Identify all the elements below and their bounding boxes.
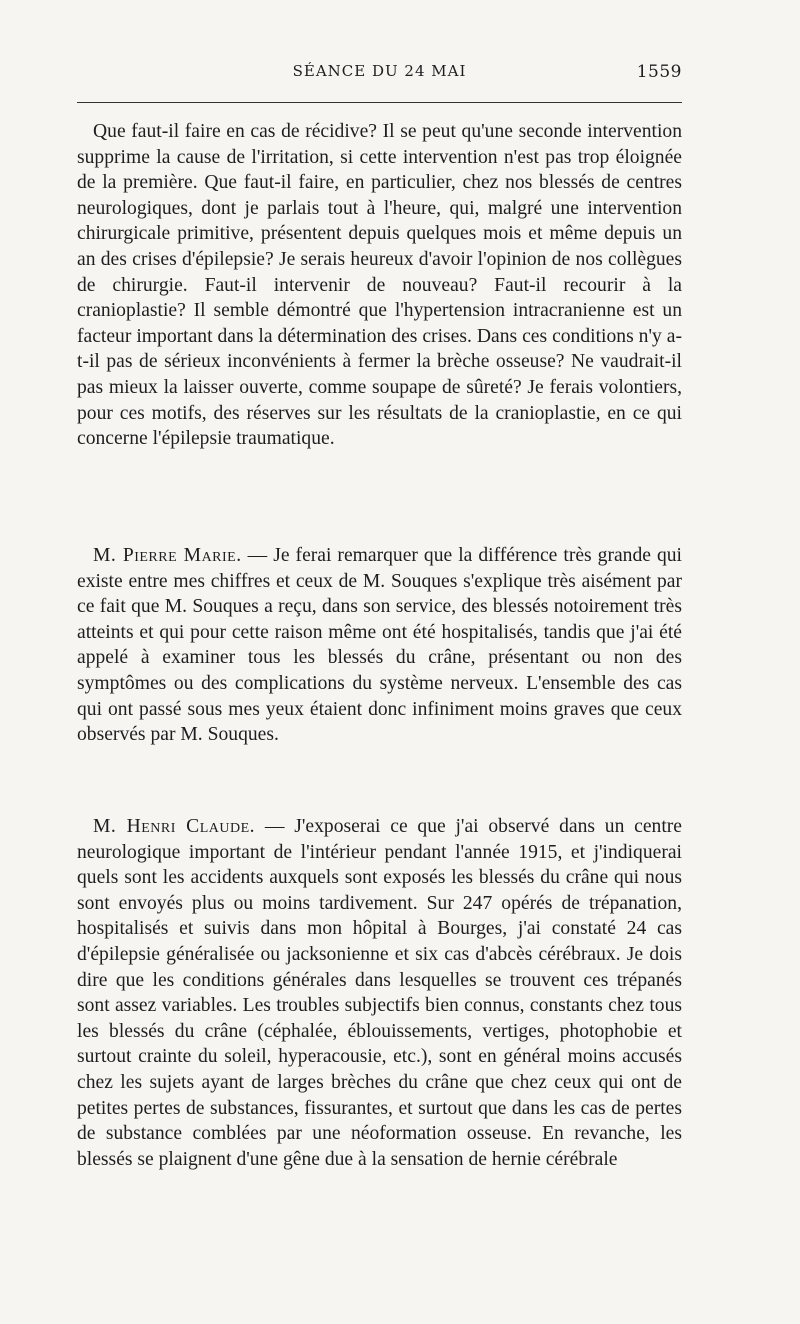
paragraph-henri-claude — [77, 814, 682, 1172]
paragraph-recidive — [77, 119, 682, 452]
speaker-name: M. Pierre Marie. — [93, 545, 242, 566]
paragraph-text: — Je ferai remarquer que la différence très grande qui existe entre mes chiffres et ceux de M. Souques s'explique très aisément par ce fait que M. Souques a reçu, dans son service, des blessés notoirement très atteints et qui pour cette raison même ont été hospitalisés, tandis que j'ai été appelé à examiner tous les blessés du crâne, présentant ou non des symptômes ou des complications du système nerveux. L'ensemble des cas qui ont passé sous mes yeux étaient donc infiniment moins graves que ceux observés par M. Souques. — [77, 545, 682, 746]
header-title: SÉANCE DU 24 MAI — [292, 62, 467, 80]
header-rule — [77, 102, 682, 103]
paragraph-text: — J'exposerai ce que j'ai observé dans un centre neurologique important de l'intérieur pendant l'année 1915, et j'indiquerai quels sont les accidents auxquels sont exposés les blessés du crâne qui nous sont envoyés plus ou moins tardivement. Sur 247 opérés de trépanation, hospitalisés et suivis dans mon hôpital à Bourges, j'ai constaté 24 cas d'épilepsie généralisée ou jacksonienne et six cas d'abcès cérébraux. Je dois dire que les conditions générales dans lesquelles se trouvent ces trépanés sont assez variables. Les troubles subjectifs bien connus, constants chez tous les blessés du crâne (céphalée, éblouissements, vertiges, photophobie et surtout crainte du soleil, hyperacousie, etc.), sont en général moins accusés chez les sujets ayant de larges brèches du crâne que chez ceux qui ont de petites pertes de substances, fissurantes, et surtout que dans les cas de pertes de substance comblées par une néoformation osseuse. En revanche, les blessés se plaignent d'une gêne due à la sensation de hernie cérébrale — [77, 816, 682, 1170]
running-header — [77, 62, 682, 88]
paragraph-text: Que faut-il faire en cas de récidive? Il se peut qu'une seconde intervention supprime la cause de l'irritation, si cette intervention n'est pas trop éloignée de la première. Que faut-il faire, en particulier, chez nos blessés de centres neurologiques, dont je parlais tout à l'heure, qui, malgré une intervention chirurgicale primitive, présentent depuis quelques mois et même depuis un an des crises d'épilepsie? Je serais heureux d'avoir l'opinion de nos collègues de chirurgie. Faut-il intervenir de nouveau? Faut-il recourir à la cranioplastie? Il semble démontré que l'hypertension intracranienne est un facteur important dans la détermination des crises. Dans ces conditions n'y a-t-il pas de sérieux inconvénients à fermer la brèche osseuse? Ne vaudrait-il pas mieux la laisser ouverte, comme soupape de sûreté? Je ferais volontiers, pour ces motifs, des réserves sur les résultats de la cranioplastie, en ce qui concerne l'épilepsie traumatique. — [77, 121, 682, 450]
speaker-name: M. Henri Claude. — [93, 816, 256, 837]
page-number: 1559 — [636, 62, 682, 82]
paragraph-pierre-marie — [77, 543, 682, 748]
